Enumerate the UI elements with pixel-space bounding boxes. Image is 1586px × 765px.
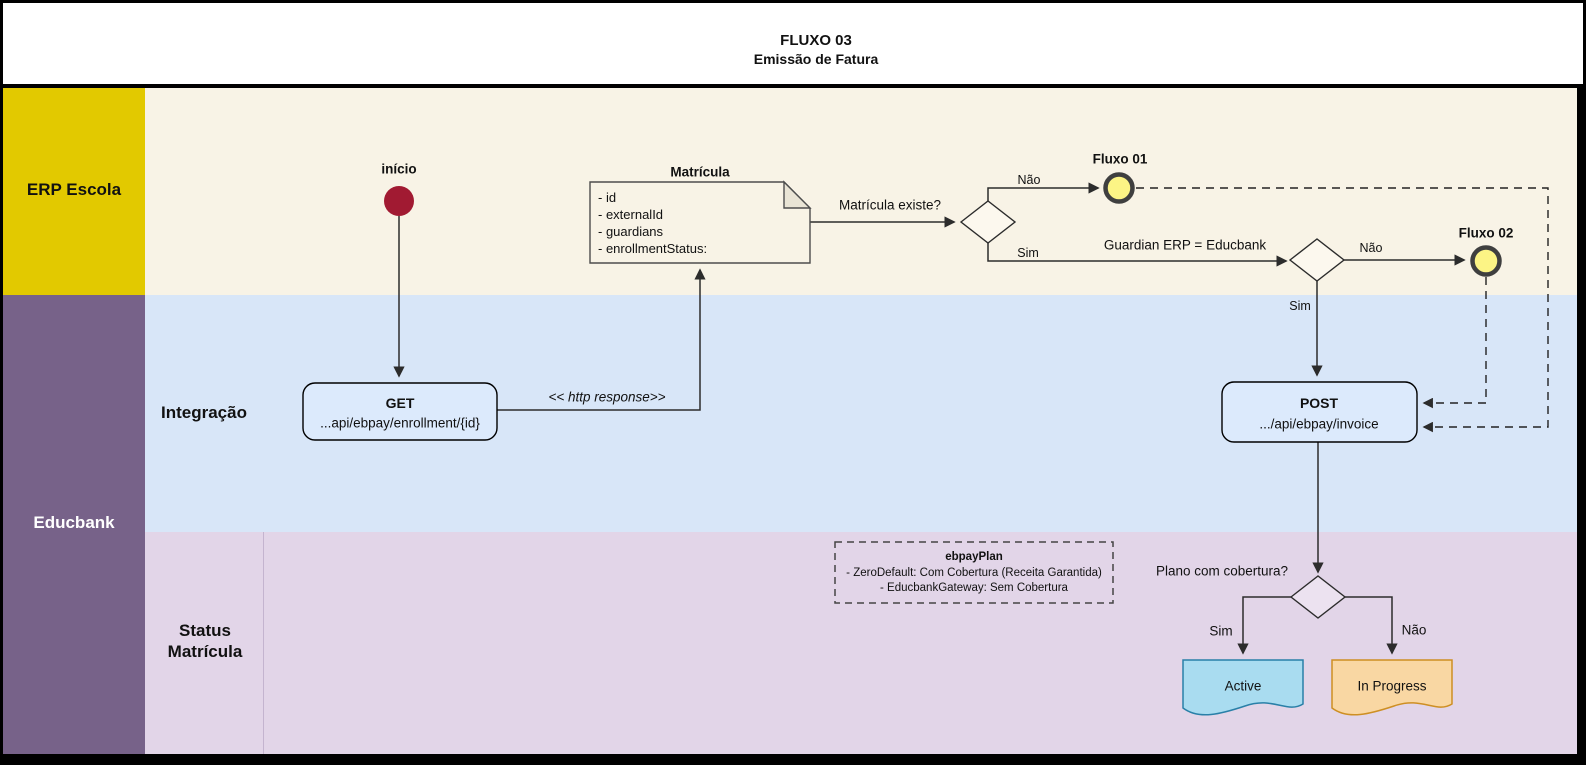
http-response-label: << http response>> xyxy=(548,389,666,405)
matricula-note-title: Matrícula xyxy=(670,164,730,180)
note-line-guardians: - guardians xyxy=(598,224,664,239)
decision-guardian-erp xyxy=(1290,239,1344,281)
sim2-label: Sim xyxy=(1289,299,1311,313)
fluxo01-node xyxy=(1106,175,1133,202)
get-box-shape xyxy=(303,383,497,440)
lane-title-status-matricula xyxy=(168,620,243,662)
lane-title-erp-escola: ERP Escola xyxy=(26,180,122,199)
post-box-shape xyxy=(1222,382,1417,442)
ebpay-plan-line1: - ZeroDefault: Com Cobertura (Receita Garantida) xyxy=(846,566,1102,579)
note-line-enrollmentstatus: - enrollmentStatus: xyxy=(598,241,708,256)
note-line-externalid: - externalId xyxy=(598,207,664,222)
sim3-label: Sim xyxy=(1209,623,1233,639)
fluxo01-label: Fluxo 01 xyxy=(1092,151,1148,167)
start-node xyxy=(384,186,414,216)
title-line-1: FLUXO 03 xyxy=(780,32,852,49)
edge-decision3-sim-to-active xyxy=(1243,597,1291,653)
matricula-existe-label: Matrícula existe? xyxy=(838,197,942,213)
lane-title-integracao: Integração xyxy=(161,403,247,422)
edge-fluxo02-dashed-to-post xyxy=(1424,277,1486,403)
edge-decision1-nao-to-fluxo01 xyxy=(988,188,1098,201)
in-progress-doc-label: In Progress xyxy=(1357,678,1427,694)
ebpay-plan-text xyxy=(846,550,1102,597)
status-matricula-line1: Status xyxy=(179,621,231,640)
matricula-note-text xyxy=(598,189,798,257)
ebpay-plan-line2: - EducbankGateway: Sem Cobertura xyxy=(880,582,1068,594)
fluxo02-label: Fluxo 02 xyxy=(1458,225,1514,241)
edge-decision3-nao-to-inprogress xyxy=(1345,597,1392,653)
decision-plano-cobertura xyxy=(1291,576,1345,618)
post-path-label: .../api/ebpay/invoice xyxy=(1259,416,1379,432)
sim1-label: Sim xyxy=(1017,246,1039,260)
get-path-label: ...api/ebpay/enrollment/{id} xyxy=(320,415,480,431)
ebpay-plan-title: ebpayPlan xyxy=(945,551,1003,563)
inicio-label: início xyxy=(381,161,417,177)
note-line-id: - id xyxy=(598,190,617,205)
status-matricula-line2: Matrícula xyxy=(167,642,243,661)
nao1-label: Não xyxy=(1017,173,1041,187)
decision-matricula-existe xyxy=(961,201,1015,243)
plano-cobertura-label: Plano com cobertura? xyxy=(1155,563,1289,579)
nao3-label: Não xyxy=(1401,622,1427,638)
active-doc-label: Active xyxy=(1224,678,1262,694)
guardian-erp-label: Guardian ERP = Educbank xyxy=(1103,237,1267,253)
fluxo02-node xyxy=(1473,248,1500,275)
nao2-label: Não xyxy=(1359,241,1383,255)
lane-title-educbank: Educbank xyxy=(33,513,115,532)
title-line-2: Emissão de Fatura xyxy=(753,51,879,67)
get-method-label: GET xyxy=(385,395,415,411)
post-method-label: POST xyxy=(1299,395,1339,411)
